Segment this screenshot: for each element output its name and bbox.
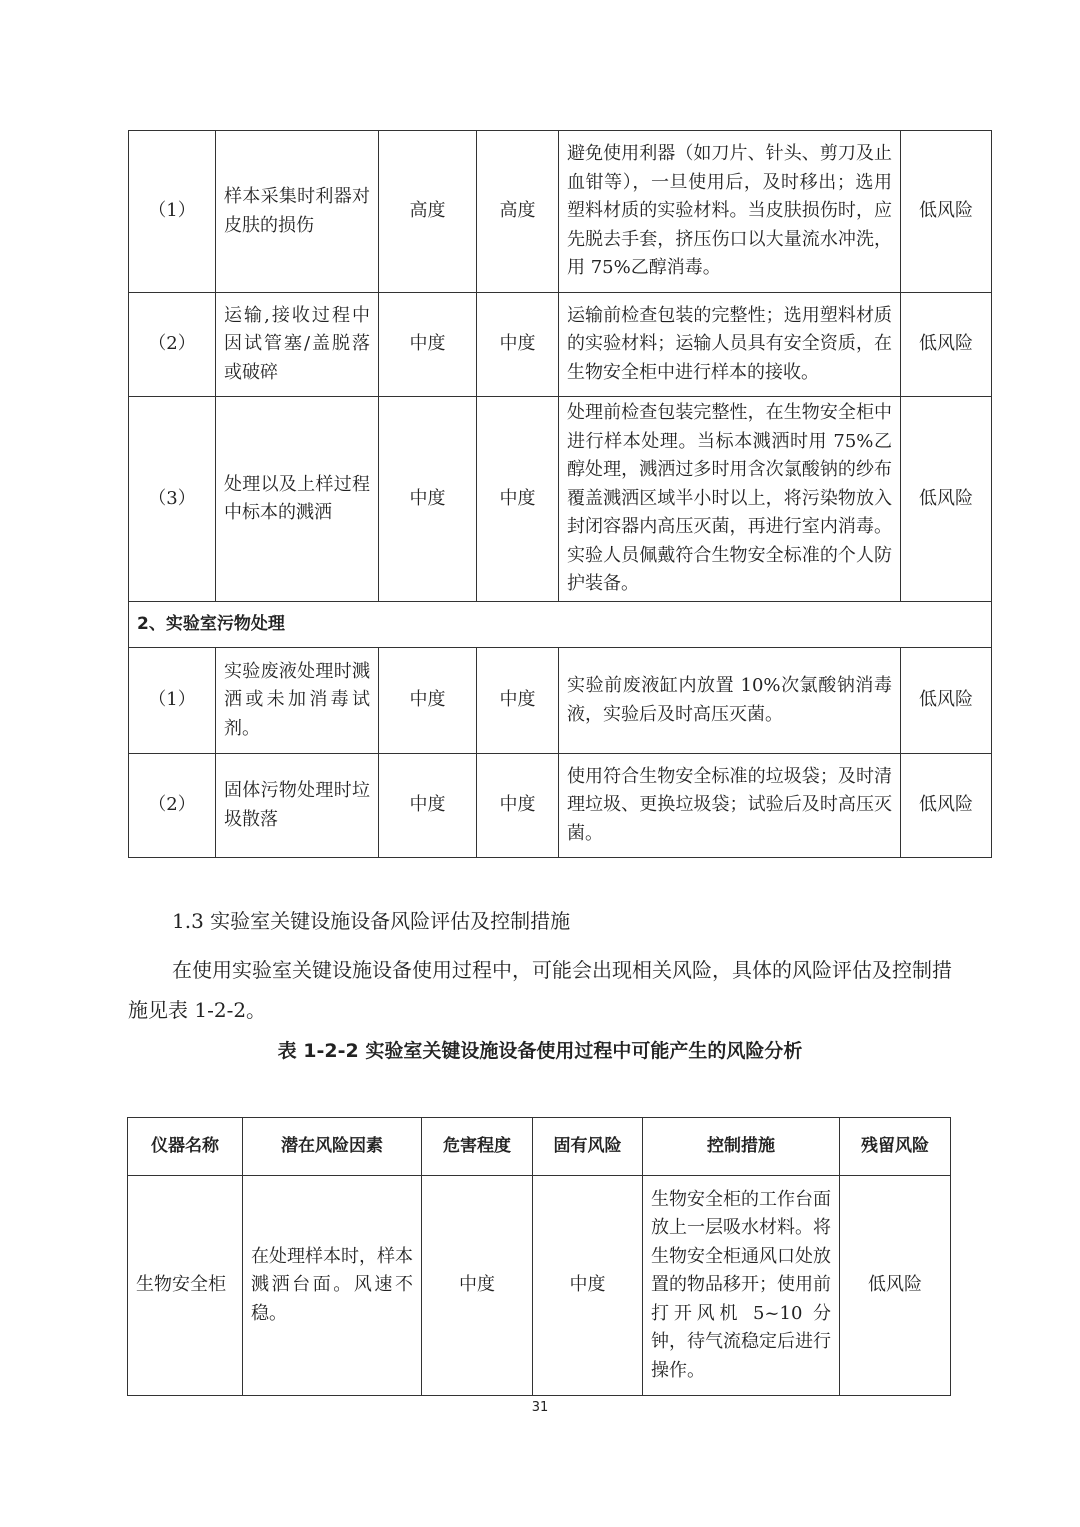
section-heading: 1.3 实验室关键设施设备风险评估及控制措施 <box>172 909 571 933</box>
risk-factor-cell: 样本采集时利器对皮肤的损伤 <box>216 131 379 293</box>
inherent-risk-cell: 中度 <box>477 754 559 858</box>
row-number: （1） <box>129 131 216 293</box>
table-row <box>129 397 992 602</box>
control-measures-cell: 实验前废液缸内放置 10%次氯酸钠消毒液，实验后及时高压灭菌。 <box>559 648 901 754</box>
equipment-name-cell: 生物安全柜 <box>128 1176 243 1396</box>
header-equipment-name: 仪器名称 <box>128 1118 243 1176</box>
risk-factor-cell: 处理以及上样过程中标本的溅洒 <box>216 397 379 602</box>
table-row <box>129 648 992 754</box>
page-number: 31 <box>531 1400 549 1415</box>
risk-table-samples <box>128 130 992 858</box>
table-row <box>129 754 992 858</box>
control-measures-cell: 处理前检查包装完整性，在生物安全柜中进行样本处理。当标本溅洒时用 75%乙醇处理，溅洒过多时用含次氯酸钠的纱布覆盖溅洒区域半小时以上，将污染物放入封闭容器内高压灭菌，再进行室内消毒。实验人员佩戴符合生物安全标准的个人防护装备。 <box>559 397 901 602</box>
hazard-level-cell: 中度 <box>379 648 477 754</box>
header-residual-risk: 残留风险 <box>840 1118 951 1176</box>
table-caption: 表 1-2-2 实验室关键设施设备使用过程中可能产生的风险分析 <box>277 1040 803 1062</box>
control-measures-cell: 运输前检查包装的完整性；选用塑料材质的实验材料；运输人员具有安全资质，在生物安全柜中进行样本的接收。 <box>559 293 901 397</box>
control-measures-cell: 生物安全柜的工作台面放上一层吸水材料。将生物安全柜通风口处放置的物品移开；使用前打开风机 5~10 分钟，待气流稳定后进行操作。 <box>643 1176 840 1396</box>
control-measures-cell: 避免使用利器（如刀片、针头、剪刀及止血钳等），一旦使用后，及时移出；选用塑料材质的实验材料。当皮肤损伤时，应先脱去手套，挤压伤口以大量流水冲洗，用 75%乙醇消毒。 <box>559 131 901 293</box>
header-inherent-risk: 固有风险 <box>533 1118 643 1176</box>
hazard-level-cell: 中度 <box>379 754 477 858</box>
row-number: （2） <box>129 754 216 858</box>
body-paragraph: 在使用实验室关键设施设备使用过程中，可能会出现相关风险，具体的风险评估及控制措施见表 1-2-2。 <box>128 958 952 1022</box>
row-number: （1） <box>129 648 216 754</box>
table-row <box>129 131 992 293</box>
residual-risk-cell: 低风险 <box>901 293 992 397</box>
risk-factor-cell: 运输,接收过程中因试管塞/盖脱落或破碎 <box>216 293 379 397</box>
inherent-risk-cell: 中度 <box>477 397 559 602</box>
hazard-level-cell: 中度 <box>379 397 477 602</box>
header-hazard-level: 危害程度 <box>422 1118 533 1176</box>
risk-factor-cell: 固体污物处理时垃圾散落 <box>216 754 379 858</box>
header-control-measures: 控制措施 <box>643 1118 840 1176</box>
hazard-level-cell: 中度 <box>422 1176 533 1396</box>
header-risk-factor: 潜在风险因素 <box>243 1118 422 1176</box>
section-label: 2、实验室污物处理 <box>129 602 992 648</box>
equipment-risk-table <box>127 1117 951 1396</box>
control-measures-cell: 使用符合生物安全标准的垃圾袋；及时清理垃圾、更换垃圾袋；试验后及时高压灭菌。 <box>559 754 901 858</box>
residual-risk-cell: 低风险 <box>901 754 992 858</box>
residual-risk-cell: 低风险 <box>840 1176 951 1396</box>
table-section-row <box>129 602 992 648</box>
residual-risk-cell: 低风险 <box>901 397 992 602</box>
inherent-risk-cell: 中度 <box>477 293 559 397</box>
table-header-row <box>128 1118 951 1176</box>
row-number: （2） <box>129 293 216 397</box>
inherent-risk-cell: 高度 <box>477 131 559 293</box>
hazard-level-cell: 高度 <box>379 131 477 293</box>
risk-factor-cell: 在处理样本时，样本溅洒台面。风速不稳。 <box>243 1176 422 1396</box>
table-row <box>129 293 992 397</box>
residual-risk-cell: 低风险 <box>901 648 992 754</box>
risk-factor-cell: 实验废液处理时溅洒或未加消毒试剂。 <box>216 648 379 754</box>
inherent-risk-cell: 中度 <box>477 648 559 754</box>
inherent-risk-cell: 中度 <box>533 1176 643 1396</box>
hazard-level-cell: 中度 <box>379 293 477 397</box>
row-number: （3） <box>129 397 216 602</box>
residual-risk-cell: 低风险 <box>901 131 992 293</box>
table-row <box>128 1176 951 1396</box>
